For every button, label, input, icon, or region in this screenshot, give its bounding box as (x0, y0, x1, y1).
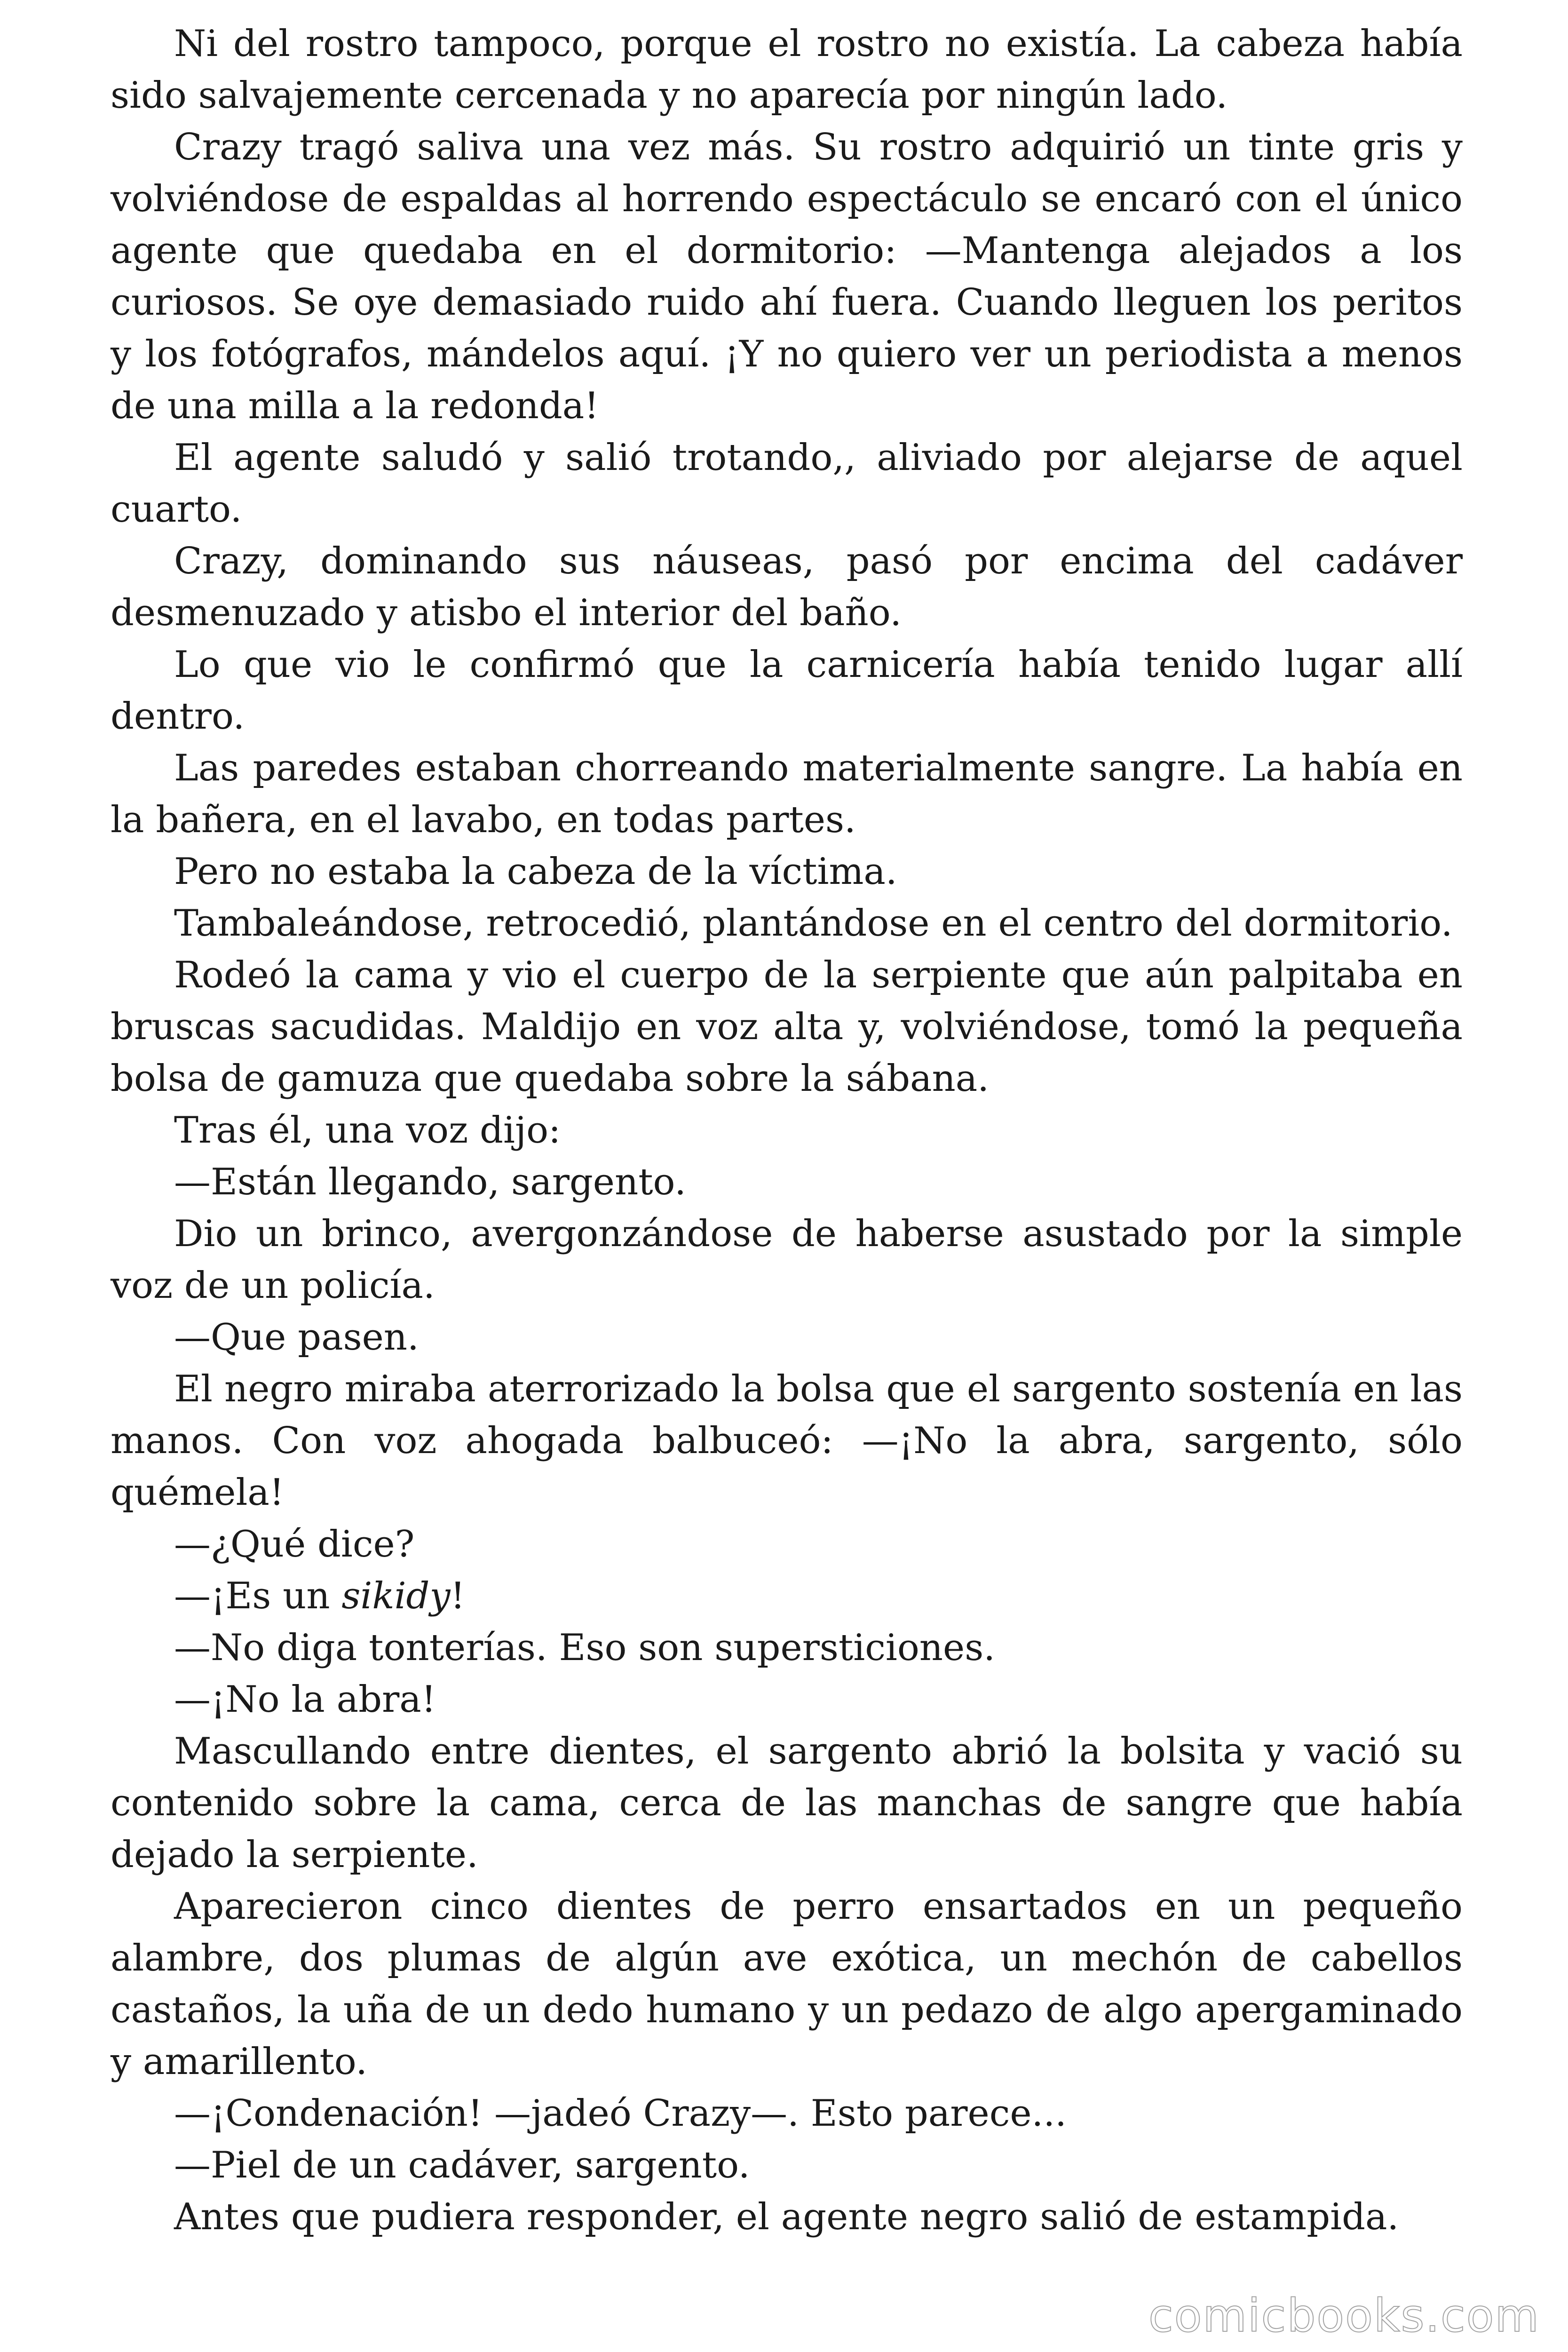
paragraph-22: —Piel de un cadáver, sargento. (174, 2144, 750, 2186)
paragraph-13: —Que pasen. (174, 1316, 419, 1359)
paragraph-16-after: ! (450, 1575, 465, 1617)
paragraph-21: —¡Condenación! —jadeó Crazy—. Esto parece... (174, 2092, 1067, 2135)
paragraph-1: Ni del rostro tampoco, porque el rostro no existía. La cabeza había sido salvajemente cercenada y no aparecía por ningún lado. (111, 23, 1463, 117)
paragraph-17: —No diga tonterías. Eso son supersticiones. (174, 1627, 996, 1669)
paragraph-6: Las paredes estaban chorreando materialmente sangre. La había en la bañera, en el lavabo, en todas partes. (111, 747, 1463, 841)
paragraph-2: Crazy tragó saliva una vez más. Su rostro adquirió un tinte gris y volviéndose de espaldas al horrendo espectáculo se encaró con el único agente que quedaba en el dormitorio: —Mantenga alejados a los curiosos. Se oye demasiado ruido ahí fuera. Cuando lleguen los peritos y los fotógrafos, mándelos aquí. ¡Y no quiero ver un periodista a menos de una milla a la redonda! (111, 126, 1463, 427)
paragraph-15: —¿Qué dice? (174, 1523, 415, 1565)
watermark-logo: comicbooks.com (1148, 2289, 1540, 2342)
paragraph-14: El negro miraba aterrorizado la bolsa que el sargento sostenía en las manos. Con voz ahogada balbuceó: —¡No la abra, sargento, sólo quémela! (111, 1368, 1463, 1514)
paragraph-20: Aparecieron cinco dientes de perro ensartados en un pequeño alambre, dos plumas de algún ave exótica, un mechón de cabellos castaños, la uña de un dedo humano y un pedazo de algo apergaminado y amarillento. (111, 1885, 1463, 2083)
paragraph-3: El agente saludó y salió trotando,, aliviado por alejarse de aquel cuarto. (111, 437, 1463, 531)
paragraph-19: Mascullando entre dientes, el sargento abrió la bolsita y vació su contenido sobre la cama, cerca de las manchas de sangre que había dejado la serpiente. (111, 1730, 1463, 1876)
paragraph-10: Tras él, una voz dijo: (174, 1109, 561, 1152)
italic-word-sikidy: sikidy (341, 1575, 451, 1617)
paragraph-4: Crazy, dominando sus náuseas, pasó por encima del cadáver desmenuzado y atisbo el interior del baño. (111, 540, 1463, 634)
paragraph-9: Rodeó la cama y vio el cuerpo de la serpiente que aún palpitaba en bruscas sacudidas. Maldijo en voz alta y, volviéndose, tomó la pequeña bolsa de gamuza que quedaba sobre la sábana. (111, 954, 1463, 1100)
book-page-text (111, 18, 1463, 2243)
paragraph-18: —¡No la abra! (174, 1678, 436, 1721)
paragraph-12: Dio un brinco, avergonzándose de haberse asustado por la simple voz de un policía. (111, 1213, 1463, 1307)
paragraph-7: Pero no estaba la cabeza de la víctima. (174, 850, 897, 893)
paragraph-23: Antes que pudiera responder, el agente negro salió de estampida. (174, 2196, 1399, 2238)
paragraph-16 (111, 1570, 1463, 1622)
paragraph-8: Tambaleándose, retrocedió, plantándose en el centro del dormitorio. (174, 902, 1453, 945)
paragraph-16-before: —¡Es un (174, 1575, 342, 1617)
paragraph-11: —Están llegando, sargento. (174, 1161, 686, 1203)
paragraph-5: Lo que vio le confirmó que la carnicería había tenido lugar allí dentro. (111, 644, 1463, 738)
